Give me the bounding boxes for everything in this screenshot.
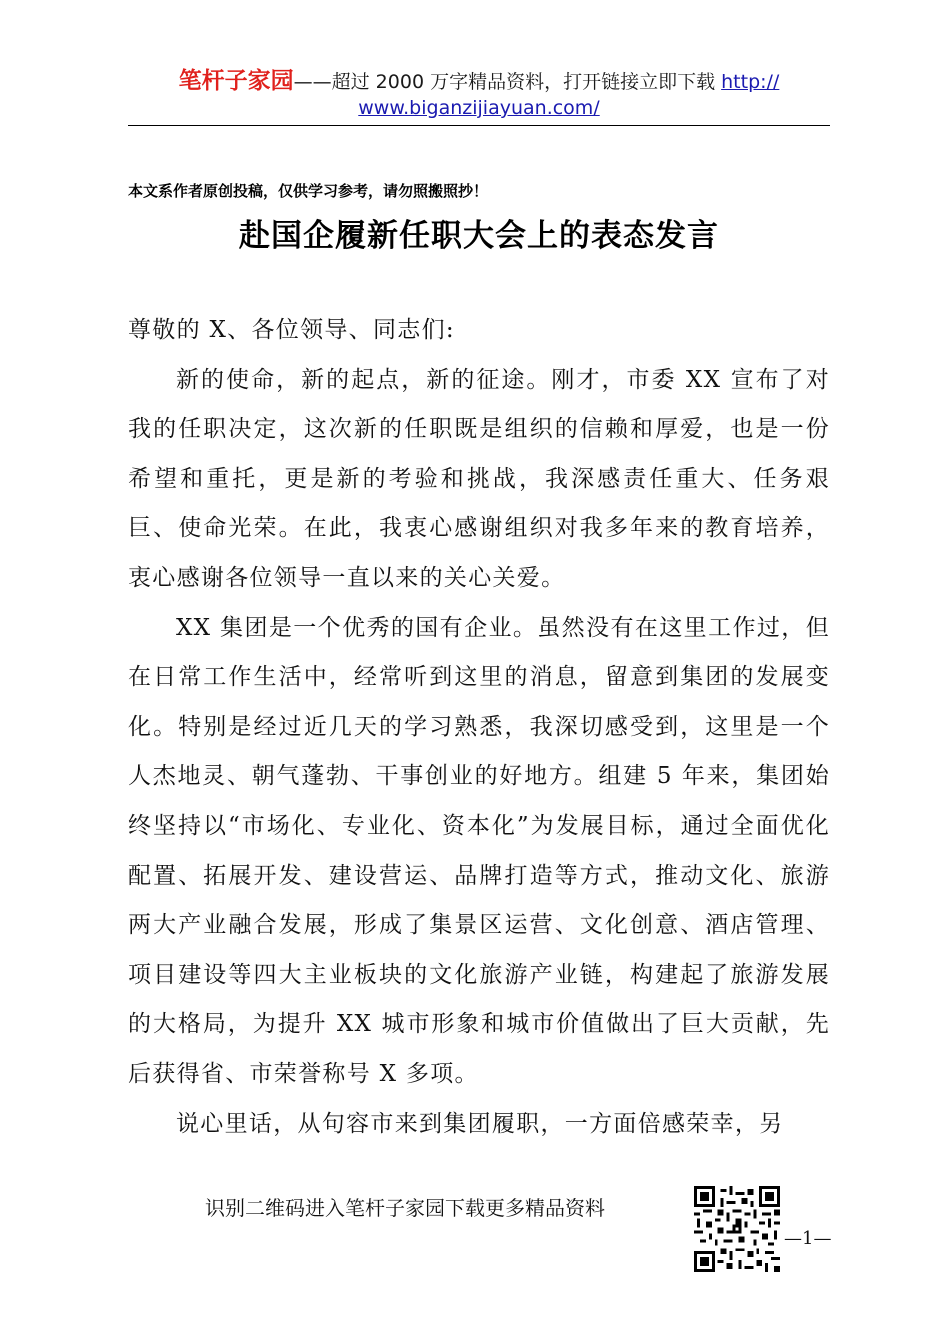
page-number: —1— [784,1228,832,1249]
salutation: 尊敬的 X、各位领导、同志们: [128,317,455,343]
brand-name: 笔杆子家园 [178,68,294,94]
header-tagline: ——超过 2000 万字精品资料，打开链接立即下载 [293,71,722,93]
paragraph-1: 新的使命，新的起点，新的征途。刚才，市委 XX 宣布了对我的任职决定，这次新的任职既是组织的信赖和厚爱，也是一份希望和重托，更是新的考验和挑战，我深感责任重大、任务艰巨、使命光荣。在此，我衷心感谢组织对我多年来的教育培养，衷心感谢各位领导一直以来的关心关爱。 [128,366,830,591]
page-header [128,68,830,121]
qr-caption: 识别二维码进入笔杆子家园下载更多精品资料 [205,1196,605,1220]
document-body [128,306,830,1149]
paragraph-2: XX 集团是一个优秀的国有企业。虽然没有在这里工作过，但在日常工作生活中，经常听到这里的消息，留意到集团的发展变化。特别是经过近几天的学习熟悉，我深切感受到，这里是一个人杰地灵、朝气蓬勃、干事创业的好地方。组建 5 年来，集团始终坚持以“市场化、专业化、资本化”为发展目标，通过全面优化配置、拓展开发、建设营运、品牌打造等方式，推动文化、旅游两大产业融合发展，形成了集景区运营、文化创意、酒店管理、项目建设等四大主业板块的文化旅游产业链，构建起了旅游发展的大格局，为提升 XX 城市形象和城市价值做出了巨大贡献，先后获得省、市荣誉称号 X 多项。 [128,614,830,1087]
header-divider [128,125,830,126]
header-link-part2[interactable]: www.biganzijiayuan.com/ [358,97,600,119]
header-link-part1[interactable]: http:// [721,71,780,93]
document-title: 赴国企履新任职大会上的表态发言 [239,218,719,254]
copyright-notice: 本文系作者原创投稿，仅供学习参考，请勿照搬照抄！ [128,182,489,200]
paragraph-3: 说心里话，从句容市来到集团履职，一方面倍感荣幸，另 [176,1110,784,1137]
qr-code-icon[interactable] [694,1186,780,1272]
